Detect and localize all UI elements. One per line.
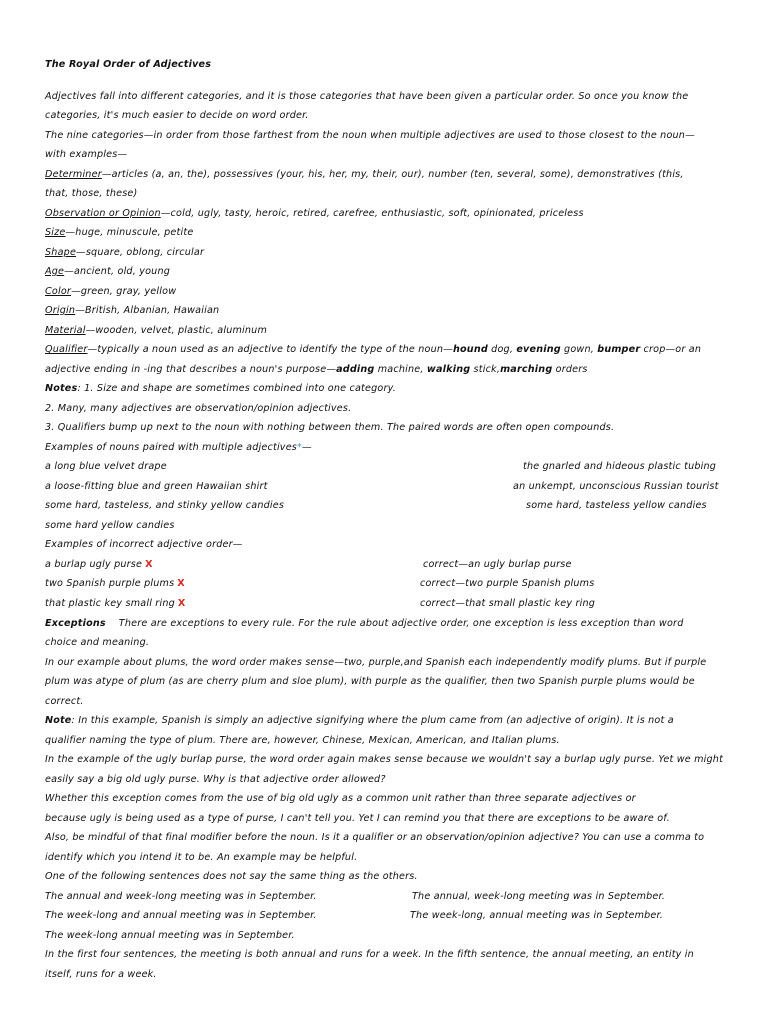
category-desc: —square, oblong, circular — [76, 247, 205, 258]
category-term: Origin — [45, 305, 76, 316]
sentence-example: The annual and week-long meeting was in September. — [45, 891, 317, 902]
intro-line: categories, it's much easier to decide on word order. — [45, 110, 309, 121]
example-left: some hard, tasteless, and stinky yellow candies — [45, 500, 285, 511]
incorrect-example — [45, 578, 185, 590]
category-size — [45, 227, 193, 239]
example-right: the gnarled and hideous plastic tubing — [523, 461, 717, 472]
footnote-asterisk: * — [297, 442, 302, 453]
sentence-example: The week-long and annual meeting was in September. — [45, 910, 317, 921]
category-observation — [45, 208, 584, 220]
example-right: some hard, tasteless yellow candies — [526, 500, 707, 511]
incorrect-heading: Examples of incorrect adjective order— — [45, 539, 243, 550]
exceptions-line: choice and meaning. — [45, 637, 150, 648]
category-desc: —huge, minuscule, petite — [65, 227, 194, 238]
category-material — [45, 325, 267, 337]
qualifier-example: marching — [500, 364, 553, 375]
wrong-mark: X — [145, 559, 153, 570]
qualifier-text: orders — [552, 364, 588, 375]
incorrect-text: that plastic key small ring — [45, 598, 175, 609]
category-determiner — [45, 169, 684, 181]
sentence-example: The week-long, annual meeting was in September. — [410, 910, 664, 921]
category-determiner-cont: that, those, these) — [45, 188, 138, 199]
category-term: Material — [45, 325, 86, 336]
example-left: a loose-fitting blue and green Hawaiian shirt — [45, 481, 268, 492]
exceptions-text: There are exceptions to every rule. For the rule about adjective order, one exception is less exception than word — [105, 618, 684, 629]
paragraph-line: correct. — [45, 696, 84, 707]
document-title: The Royal Order of Adjectives — [45, 59, 212, 70]
note-line: qualifier naming the type of plum. There are, however, Chinese, Mexican, American, and Italian plums. — [45, 735, 560, 746]
qualifier-text: crop—or an — [640, 344, 702, 355]
qualifier-text: dog, — [487, 344, 517, 355]
note-3: 3. Qualifiers bump up next to the noun with nothing between them. The paired words are often open compounds. — [45, 422, 615, 433]
sentence-example: The annual, week-long meeting was in September. — [412, 891, 666, 902]
category-term: Size — [45, 227, 66, 238]
category-qualifier — [45, 344, 701, 356]
examples-heading — [45, 442, 312, 454]
paragraph-line: One of the following sentences does not say the same thing as the others. — [45, 871, 418, 882]
category-desc: —ancient, old, young — [64, 266, 171, 277]
category-origin — [45, 305, 219, 317]
note-text: : In this example, Spanish is simply an adjective signifying where the plum came from (an adjective of origin). It is not a — [71, 715, 674, 726]
exceptions-line — [45, 618, 684, 630]
paragraph-line: easily say a big old ugly purse. Why is that adjective order allowed? — [45, 774, 386, 785]
correct-example: correct—two purple Spanish plums — [420, 578, 595, 589]
note-label: Note — [45, 715, 72, 726]
category-term: Color — [45, 286, 72, 297]
sentence-example: The week-long annual meeting was in September. — [45, 930, 295, 941]
qualifier-text: machine, — [374, 364, 427, 375]
category-qualifier-cont — [45, 364, 588, 376]
correct-example: correct—that small plastic key ring — [420, 598, 596, 609]
category-age — [45, 266, 170, 278]
wrong-mark: X — [177, 598, 186, 609]
paragraph-line: identify which you intend it to be. An example may be helpful. — [45, 852, 358, 863]
wrong-mark: X — [177, 578, 185, 589]
correct-example: correct—an ugly burlap purse — [423, 559, 572, 570]
category-shape — [45, 247, 204, 259]
intro-line: with examples— — [45, 149, 128, 160]
qualifier-example: adding — [336, 364, 375, 375]
qualifier-example: bumper — [597, 344, 641, 355]
category-term: Qualifier — [45, 344, 88, 355]
paragraph-line: Whether this exception comes from the use of big old ugly as a common unit rather than three separate adjectives or — [45, 793, 636, 804]
category-term: Age — [45, 266, 65, 277]
qualifier-example: walking — [426, 364, 471, 375]
note-1 — [45, 383, 396, 395]
examples-heading-text: Examples of nouns paired with multiple adjectives — [45, 442, 297, 453]
incorrect-text: two Spanish purple plums — [45, 578, 175, 589]
example-right: an unkempt, unconscious Russian tourist — [513, 481, 719, 492]
paragraph-line: because ugly is being used as a type of purse, I can't tell you. Yet I can remind you that there are exceptions to be aware of. — [45, 813, 670, 824]
closing-line: In the first four sentences, the meeting is both annual and runs for a week. In the fifth sentence, the annual meeting, an entity in — [45, 949, 694, 960]
incorrect-example — [45, 598, 186, 610]
qualifier-example: hound — [452, 344, 488, 355]
incorrect-example — [45, 559, 153, 571]
paragraph-line: In our example about plums, the word order makes sense—two, purple,and Spanish each independently modify plums. But if purple — [45, 657, 707, 668]
note-2: 2. Many, many adjectives are observation/opinion adjectives. — [45, 403, 352, 414]
note-text: : 1. Size and shape are sometimes combined into one category. — [77, 383, 396, 394]
category-term: Shape — [45, 247, 77, 258]
incorrect-text: a burlap ugly purse — [45, 559, 143, 570]
qualifier-text: stick, — [470, 364, 501, 375]
category-desc: —green, gray, yellow — [71, 286, 177, 297]
qualifier-example: evening — [516, 344, 561, 355]
category-desc: —articles (a, an, the), possessives (your, his, her, my, their, our), number (ten, several, some), demonstratives (this, — [101, 169, 684, 180]
heading-dash: — — [302, 442, 312, 453]
notes-label: Notes — [45, 383, 78, 394]
exceptions-label: Exceptions — [45, 618, 106, 629]
example-left: some hard yellow candies — [45, 520, 175, 531]
category-term: Determiner — [45, 169, 102, 180]
category-desc: —British, Albanian, Hawaiian — [75, 305, 220, 316]
qualifier-text: —typically a noun used as an adjective to identify the type of the noun— — [87, 344, 453, 355]
category-color — [45, 286, 176, 298]
qualifier-text: adjective ending in -ing that describes a noun's purpose— — [45, 364, 337, 375]
paragraph-line: In the example of the ugly burlap purse, the word order again makes sense because we wouldn't say a burlap ugly purse. Yet we might — [45, 754, 724, 765]
intro-line: Adjectives fall into different categories, and it is those categories that have been given a particular order. So once you know the — [45, 91, 689, 102]
closing-line: itself, runs for a week. — [45, 969, 157, 980]
paragraph-line: plum was atype of plum (as are cherry plum and sloe plum), with purple as the qualifier, then two Spanish purple plums would be — [45, 676, 695, 687]
example-left: a long blue velvet drape — [45, 461, 167, 472]
paragraph-line: Also, be mindful of that final modifier before the noun. Is it a qualifier or an observation/opinion adjective? You can use a comma to — [45, 832, 705, 843]
intro-line: The nine categories—in order from those farthest from the noun when multiple adjectives are used to those closest to the noun— — [45, 130, 695, 141]
note-line — [45, 715, 674, 727]
category-desc: —wooden, velvet, plastic, aluminum — [85, 325, 267, 336]
category-term: Observation or Opinion — [45, 208, 161, 219]
qualifier-text: gown, — [560, 344, 598, 355]
category-desc: —cold, ugly, tasty, heroic, retired, carefree, enthusiastic, soft, opinionated, priceless — [160, 208, 584, 219]
